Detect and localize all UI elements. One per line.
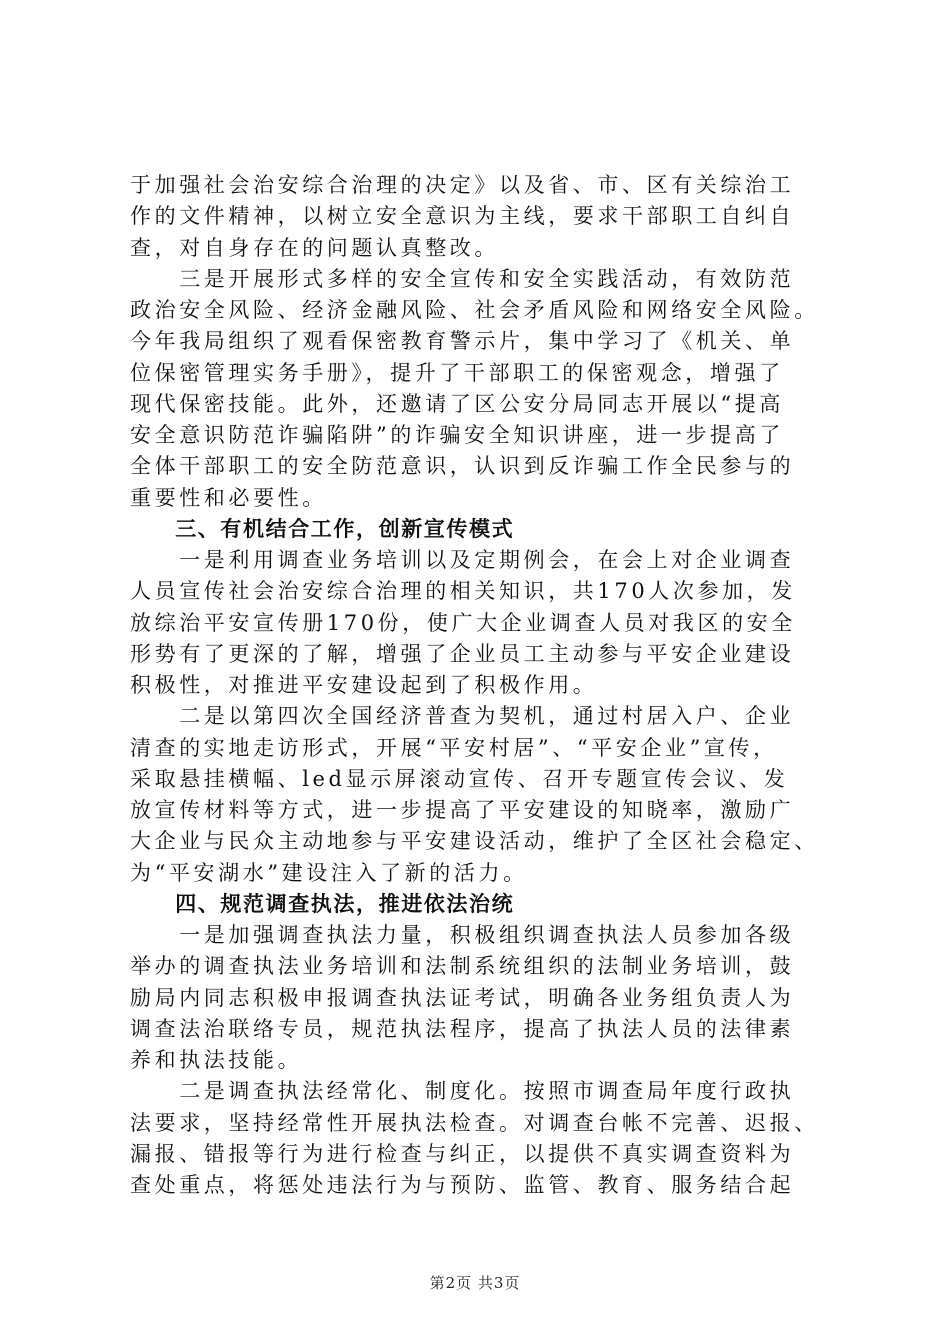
body-line: 现代保密技能。此外，还邀请了区公安分局同志开展以“提高 xyxy=(130,391,784,416)
body-line: 位保密管理实务手册》，提升了干部职工的保密观念，增强了 xyxy=(130,360,784,385)
section-heading-3: 三、有机结合工作，创新宣传模式 xyxy=(130,516,515,541)
body-line: 三是开展形式多样的安全宣传和安全实践活动，有效防范 xyxy=(130,266,795,291)
body-line: 二是调查执法经常化、制度化。按照市调查局年度行政执 xyxy=(130,1079,795,1104)
body-line: 一是利用调查业务培训以及定期例会，在会上对企业调查 xyxy=(130,548,795,572)
body-line: 积极性，对推进平安建设起到了积极作用。 xyxy=(130,673,598,697)
body-line: 查处重点，将惩处违法行为与预防、监管、教育、服务结合起 xyxy=(130,1173,795,1197)
body-line: 大企业与民众主动地参与平安建设活动，维护了全区社会稳定、 xyxy=(130,829,819,854)
body-line: 作的文件精神，以树立安全意识为主线，要求干部职工自纠自 xyxy=(130,204,795,229)
body-line: 政治安全风险、经济金融风险、社会矛盾风险和网络安全风险。 xyxy=(130,298,819,322)
body-line: 全体干部职工的安全防范意识，认识到反诈骗工作全民参与的 xyxy=(130,454,795,479)
body-line: 为“平安湖水”建设注入了新的活力。 xyxy=(130,860,528,885)
body-line: 放宣传材料等方式，进一步提高了平安建设的知晓率，激励广 xyxy=(130,798,795,822)
body-line: 调查法治联络专员，规范执法程序，提高了执法人员的法律素 xyxy=(130,1016,795,1041)
body-line: 励局内同志积极申报调查执法证考试，明确各业务组负责人为 xyxy=(130,985,795,1010)
body-line: 形势有了更深的了解，增强了企业员工主动参与平安企业建设 xyxy=(130,641,795,666)
body-line: 放综治平安宣传册170份，使广大企业调查人员对我区的安全 xyxy=(130,610,796,635)
body-line: 安全意识防范诈骗陷阱”的诈骗安全知识讲座，进一步提高了 xyxy=(130,423,784,447)
body-line: 二是以第四次全国经济普查为契机，通过村居入户、企业 xyxy=(130,704,795,729)
body-line: 采取悬挂横幅、led显示屏滚动宣传、召开专题宣传会议、发 xyxy=(130,766,789,791)
body-line: 清查的实地走访形式，开展“平安村居”、“平安企业”宣传， xyxy=(130,735,778,760)
section-heading-4: 四、规范调查执法，推进依法治统 xyxy=(130,891,515,916)
body-line: 今年我局组织了观看保密教育警示片，集中学习了《机关、单 xyxy=(130,329,795,354)
body-line: 查，对自身存在的问题认真整改。 xyxy=(130,235,499,260)
document-body xyxy=(130,170,830,1201)
body-line: 人员宣传社会治安综合治理的相关知识，共170人次参加，发 xyxy=(130,579,796,604)
body-line: 重要性和必要性。 xyxy=(130,485,327,510)
page-number-footer: 第2页 共3页 xyxy=(429,1274,521,1292)
body-line: 漏报、错报等行为进行检查与纠正，以提供不真实调查资料为 xyxy=(130,1141,795,1166)
body-line: 一是加强调查执法力量，积极组织调查执法人员参加各级 xyxy=(130,923,795,947)
body-line: 养和执法技能。 xyxy=(130,1048,303,1072)
body-line: 于加强社会治安综合治理的决定》以及省、市、区有关综治工 xyxy=(130,173,795,197)
body-line: 法要求，坚持经常性开展执法检查。对调查台帐不完善、迟报、 xyxy=(130,1110,819,1135)
body-line: 举办的调查执法业务培训和法制系统组织的法制业务培训，鼓 xyxy=(130,954,795,979)
